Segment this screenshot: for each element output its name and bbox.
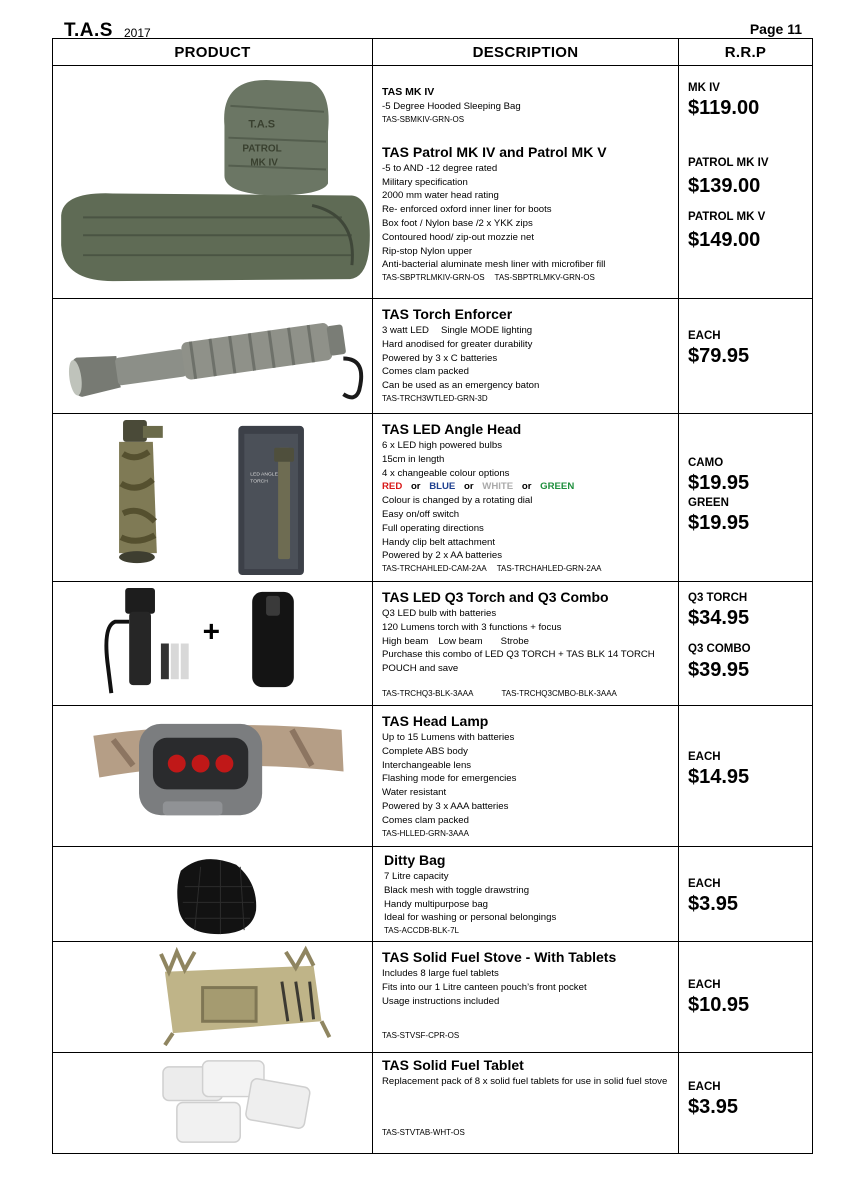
product-title: Ditty Bag [384, 852, 446, 868]
modes-line [382, 635, 678, 649]
mode-strobe: Strobe [500, 635, 529, 647]
brand-title: T.A.S [64, 20, 113, 41]
torch-enforcer-description [373, 299, 679, 414]
product-title: TAS LED Q3 Torch and Q3 Combo [382, 589, 609, 605]
price-value: $39.95 [688, 659, 750, 681]
torch-illustration [53, 299, 372, 413]
head-lamp-description [373, 706, 679, 847]
desc-line [382, 324, 678, 338]
colour-or: or [521, 481, 532, 493]
table-row [53, 942, 813, 1053]
price-label: EACH [688, 979, 721, 991]
desc-line: 6 x LED high powered bulbs [382, 440, 502, 451]
desc-line: Powered by 2 x AA batteries [382, 550, 502, 562]
desc-line: Full operating directions [382, 522, 484, 534]
desc-line: 4 x changeable colour options [382, 467, 510, 479]
desc-line: Black mesh with toggle drawstring [384, 884, 530, 896]
desc-line: Flashing mode for emergencies [382, 773, 517, 785]
catalog-year: 2017 [124, 26, 151, 40]
product-codes [382, 563, 678, 575]
product-code: TAS-TRCHAHLED-CAM-2AA [382, 564, 487, 574]
price-value: $3.95 [688, 1096, 739, 1118]
fuel-tablet-price [679, 1053, 813, 1154]
product-code: TAS-SBPTRLMKIV-GRN-OS [382, 273, 485, 283]
q3-torch-illustration [53, 582, 372, 705]
head-lamp-price [679, 706, 813, 847]
colour-blue: BLUE [429, 481, 456, 493]
price-value: $10.95 [688, 994, 750, 1016]
desc-line: Military specification [382, 176, 468, 188]
desc-line: Includes 8 large fuel tablets [382, 968, 499, 979]
colour-green: GREEN [540, 481, 575, 493]
desc-line: Hard anodised for greater durability [382, 338, 533, 350]
sleeping-bag-illustration [53, 66, 372, 298]
q3-torch-prices [679, 582, 813, 706]
mode-high: High beam [382, 635, 429, 647]
desc-line: Powered by 3 x AAA batteries [382, 800, 509, 812]
rrp-column-header: R.R.P [679, 39, 813, 66]
price-label: EACH [688, 878, 721, 890]
desc-line: 2000 mm water head rating [382, 190, 499, 202]
price-value: $14.95 [688, 766, 750, 788]
page-number: Page 11 [749, 21, 802, 37]
fuel-stove-description [373, 942, 679, 1053]
torch-enforcer-image [53, 299, 373, 414]
price-label: GREEN [688, 497, 729, 509]
sleeping-bag-prices [679, 66, 813, 299]
table-row [53, 66, 813, 299]
desc-line: Q3 LED bulb with batteries [382, 608, 497, 619]
fuel-stove-image [53, 942, 373, 1053]
sleeping-bag-description [373, 66, 679, 299]
pack-label-line2: TORCH [250, 479, 268, 485]
price-label: CAMO [688, 457, 724, 469]
desc-line: -5 Degree Hooded Sleeping Bag [382, 101, 521, 112]
price-value: $79.95 [688, 345, 750, 367]
table-row [53, 582, 813, 706]
angle-head-image [53, 414, 373, 582]
desc-line: Usage instructions included [382, 995, 500, 1007]
head-lamp-image [53, 706, 373, 847]
product-title: TAS Patrol MK IV and Patrol MK V [382, 143, 607, 160]
torch-enforcer-price [679, 299, 813, 414]
price-value: $34.95 [688, 607, 750, 629]
product-title: TAS Solid Fuel Tablet [382, 1057, 524, 1073]
colour-options [382, 480, 678, 494]
angle-head-illustration [53, 414, 372, 581]
q3-torch-image [53, 582, 373, 706]
desc-line: Ideal for washing or personal belongings [384, 912, 557, 924]
colour-white: WHITE [482, 481, 514, 493]
product-code: TAS-TRCH3WTLED-GRN-3D [382, 393, 488, 403]
desc-line: Interchangeable lens [382, 759, 472, 771]
price-value: $119.00 [688, 97, 760, 119]
desc-line: Fits into our 1 Litre canteen pouch’s front pocket [382, 981, 587, 993]
price-value: $149.00 [688, 229, 761, 251]
fuel-tablet-image [53, 1053, 373, 1154]
colour-or: or [410, 481, 421, 493]
product-title: TAS Torch Enforcer [382, 306, 513, 322]
ditty-bag-illustration [53, 847, 372, 941]
desc-line: Re- enforced oxford inner liner for boots [382, 204, 552, 216]
product-title: TAS MK IV [382, 86, 435, 98]
product-table [52, 38, 813, 1154]
desc-line: Water resistant [382, 787, 447, 799]
desc-fragment: Single MODE lighting [440, 325, 533, 336]
ditty-bag-image [53, 847, 373, 942]
table-row [53, 847, 813, 942]
colour-red: RED [382, 481, 403, 493]
desc-line: Handy clip belt attachment [382, 536, 496, 548]
price-label: PATROL MK V [688, 211, 766, 223]
product-code: TAS-TRCHQ3CMBO-BLK-3AAA [501, 688, 617, 698]
q3-torch-description [373, 582, 679, 706]
product-codes [382, 272, 678, 284]
desc-line: -5 to AND -12 degree rated [382, 162, 498, 174]
pack-label-line1: LED ANGLE [250, 472, 278, 478]
desc-line: Easy on/off switch [382, 508, 460, 520]
colour-or: or [464, 481, 474, 493]
angle-head-description [373, 414, 679, 582]
ditty-bag-description [373, 847, 679, 942]
description-column-header: DESCRIPTION [373, 39, 679, 66]
product-title: TAS LED Angle Head [382, 421, 522, 437]
desc-line: Powered by 3 x C batteries [382, 352, 498, 364]
product-code: TAS-TRCHAHLED-GRN-2AA [496, 564, 602, 574]
price-label: EACH [688, 330, 721, 342]
fuel-tablet-description [373, 1053, 679, 1154]
product-code: TAS-ACCDB-BLK-7L [384, 926, 459, 936]
combo-plus: + [202, 615, 220, 649]
desc-line: Colour is changed by a rotating dial [382, 495, 533, 507]
table-row [53, 414, 813, 582]
head-lamp-illustration [53, 706, 372, 846]
price-label: Q3 TORCH [688, 592, 748, 604]
price-label: MK IV [688, 82, 720, 94]
desc-line: 15cm in length [382, 453, 445, 465]
table-row [53, 299, 813, 414]
table-header-row [53, 39, 813, 66]
desc-line: Replacement pack of 8 x solid fuel tablets for use in solid fuel stove [382, 1076, 668, 1087]
table-row [53, 706, 813, 847]
price-label: EACH [688, 751, 721, 763]
angle-head-prices [679, 414, 813, 582]
product-code: TAS-SBPTRLMKV-GRN-OS [494, 273, 595, 283]
desc-line: 7 Litre capacity [384, 871, 449, 882]
price-value: $139.00 [688, 175, 761, 197]
desc-line: Up to 15 Lumens with batteries [382, 732, 515, 743]
product-title: TAS Head Lamp [382, 713, 489, 729]
desc-line: Anti-bacterial aluminate mesh liner with microfiber fill [382, 259, 606, 271]
desc-line: Handy multipurpose bag [384, 898, 488, 910]
product-code: TAS-TRCHQ3-BLK-3AAA [382, 688, 474, 698]
table-row [53, 1053, 813, 1154]
product-column-header: PRODUCT [53, 39, 373, 66]
product-title: TAS Solid Fuel Stove - With Tablets [382, 949, 617, 965]
desc-line: 120 Lumens torch with 3 functions + focus [382, 621, 562, 633]
price-value: $19.95 [688, 472, 750, 494]
price-label: Q3 COMBO [688, 643, 751, 655]
bag-print-patrol: PATROL [242, 143, 282, 155]
product-code: TAS-SBMKIV-GRN-OS [382, 114, 465, 124]
product-code: TAS-HLLED-GRN-3AAA [382, 828, 469, 838]
desc-line: Purchase this combo of LED Q3 TORCH + TAS BLK 14 TORCH POUCH and save [382, 649, 655, 675]
desc-line: Rip-stop Nylon upper [382, 245, 473, 257]
price-value: $3.95 [688, 893, 739, 915]
sleeping-bag-image [53, 66, 373, 299]
product-code: TAS-STVSF-CPR-OS [382, 1031, 460, 1041]
fuel-stove-illustration [53, 942, 372, 1052]
desc-line: Contoured hood/ zip-out mozzie net [382, 231, 534, 243]
mode-low: Low beam [438, 635, 483, 647]
desc-line: Complete ABS body [382, 745, 468, 757]
fuel-stove-price [679, 942, 813, 1053]
desc-line: Comes clam packed [382, 366, 469, 378]
product-code: TAS-STVTAB-WHT-OS [382, 1127, 465, 1137]
bag-print-tas: T.A.S [248, 118, 276, 131]
product-codes [382, 688, 678, 700]
desc-line: Box foot / Nylon base /2 x YKK zips [382, 217, 533, 229]
fuel-tablet-illustration [53, 1053, 372, 1153]
price-label: PATROL MK IV [688, 157, 769, 169]
price-value: $19.95 [688, 512, 750, 534]
ditty-bag-price [679, 847, 813, 942]
price-label: EACH [688, 1081, 721, 1093]
desc-line: Can be used as an emergency baton [382, 380, 540, 392]
bag-print-mkiv: MK IV [250, 157, 278, 169]
desc-fragment: 3 watt LED [382, 325, 429, 336]
desc-line: Comes clam packed [382, 814, 469, 826]
